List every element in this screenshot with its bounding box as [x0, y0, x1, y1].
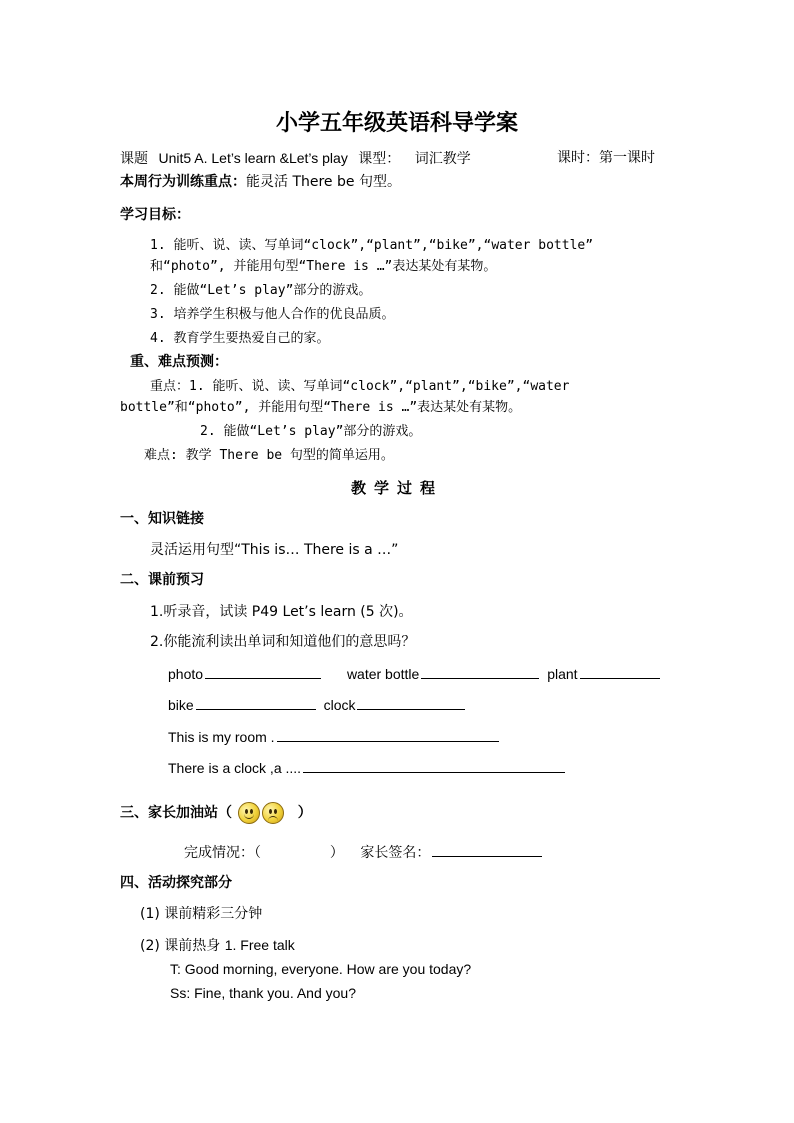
answer-blank[interactable]: [196, 695, 316, 710]
parent-signature-field[interactable]: [432, 842, 542, 857]
section3-heading-close: ）: [297, 805, 312, 821]
objective-item: 2. 能做“Let’s play”部分的游戏。: [150, 283, 372, 298]
parent-status-line: [184, 842, 546, 863]
focus-value: 能灵活 There be 句型。: [246, 174, 401, 190]
preview-item2: 2.你能流利读出单词和知道他们的意思吗？: [150, 634, 416, 650]
word-label: plant: [547, 666, 578, 682]
sentence-row2: [168, 758, 569, 778]
section3-heading-text: 三、家长加油站（: [120, 805, 232, 821]
key-point-line: 2. 能做“Let’s play”部分的游戏。: [200, 424, 422, 439]
sentence-text: This is my room .: [168, 729, 275, 745]
word-label: bike: [168, 697, 194, 713]
objective-item: 3. 培养学生积极与他人合作的优良品质。: [150, 307, 395, 322]
type-label: 课型：: [358, 151, 401, 167]
difficulty-line: 难点: 教学 There be 句型的简单运用。: [144, 448, 394, 463]
focus-label: 本周行为训练重点：: [120, 174, 246, 190]
lesson-label: 课题: [120, 151, 148, 167]
smiley-icon[interactable]: [238, 802, 260, 824]
activity-item2-value: 1. Free talk: [224, 937, 295, 953]
words-row2: [168, 695, 469, 715]
section2-heading: 二、课前预习: [120, 572, 204, 588]
section1-heading: 一、知识链接: [120, 511, 204, 527]
activity-item1: (1) 课前精彩三分钟: [140, 906, 263, 922]
answer-blank[interactable]: [277, 727, 499, 742]
dialog-line: Ss: Fine, thank you. And you?: [170, 985, 357, 1001]
words-row1: [168, 664, 664, 684]
sentence-row1: [168, 727, 503, 747]
activity-item2: [140, 935, 295, 956]
word-label: water bottle: [346, 666, 420, 682]
key-point-line: bottle”和“photo”, 并能用句型“There is …”表达某处有某物。: [120, 400, 522, 415]
sentence-text: There is a clock ,a ....: [168, 760, 302, 776]
type-value: 词汇教学: [414, 151, 471, 167]
section1-text: 灵活运用句型“This is… There is a …”: [150, 542, 399, 558]
status-close: ）: [329, 845, 344, 861]
page-title: 小学五年级英语科导学案: [275, 110, 518, 136]
preview-item1: 1.听录音，试读 P49 Let’s learn (5 次)。: [150, 604, 413, 620]
sign-label: 家长签名：: [360, 845, 431, 861]
dialog-line: T: Good morning, everyone. How are you today?: [170, 961, 472, 977]
lesson-header: [120, 148, 471, 169]
section4-heading: 四、活动探究部分: [120, 875, 232, 891]
focus-line: [120, 172, 401, 192]
word-label: clock: [323, 697, 356, 713]
objective-item: 1. 能听、说、读、写单词“clock”,“plant”,“bike”,“water bottle”: [150, 238, 594, 253]
answer-blank[interactable]: [303, 758, 565, 773]
period-label: 课时：第一课时: [557, 150, 655, 166]
objectives-heading: 学习目标：: [120, 207, 190, 223]
answer-blank[interactable]: [205, 664, 321, 679]
process-heading: 教学过程: [350, 479, 443, 497]
activity-item2-prefix: (2) 课前热身: [140, 938, 225, 954]
objective-item: 4. 教育学生要热爱自己的家。: [150, 331, 330, 346]
key-point-line: 重点：1. 能听、说、读、写单词“clock”,“plant”,“bike”,“water: [150, 379, 570, 394]
answer-blank[interactable]: [421, 664, 539, 679]
objective-item: 和“photo”, 并能用句型“There is …”表达某处有某物。: [150, 259, 497, 274]
word-label: photo: [168, 666, 204, 682]
status-label: 完成情况：（: [184, 845, 261, 861]
section3-heading: [120, 800, 312, 826]
sad-face-icon[interactable]: [262, 802, 284, 824]
lesson-value: Unit5 A. Let’s learn &Let’s play: [158, 150, 348, 166]
answer-blank[interactable]: [357, 695, 465, 710]
answer-blank[interactable]: [580, 664, 660, 679]
key-points-heading: 重、难点预测：: [130, 354, 228, 370]
